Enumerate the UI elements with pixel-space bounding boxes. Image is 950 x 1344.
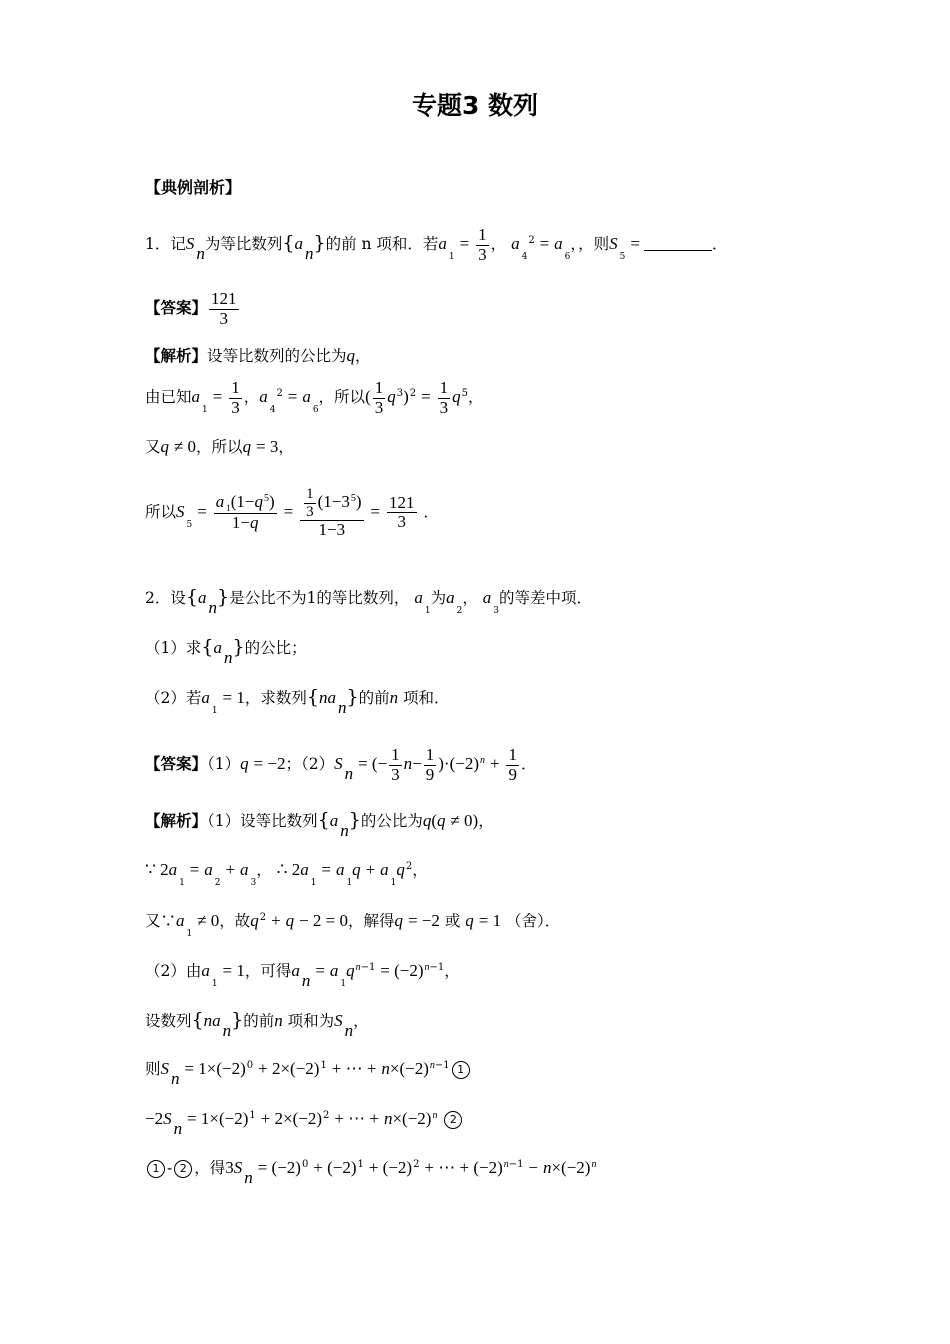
analysis-2-line-4: （2）由$a_1 = 1$，可得$a_n = a_1q^{n-1} = (-2)^{n-1}$，	[145, 961, 460, 990]
analysis-2-line-3: 又$\because a_1 \ne 0$，故$q^2 + q - 2 = 0$，解得q = −2 或 q = 1 （舍）．	[145, 911, 561, 939]
analysis-2-line-7: $-2S_n = 1\times(-2)^1 + 2\times(-2)^2$ + ⋯ + $n\times(-2)^n$ 2	[145, 1110, 464, 1137]
circled-two: 2	[174, 1160, 192, 1178]
page-title: 专题3 数列	[411, 91, 539, 120]
analysis-2-line-8: 1 - 2 ，得$3S_n = (-2)^0 + (-2)^1 + (-2)^2$ + ⋯ + $(-2)^{n-1} - n\times(-2)^n$	[145, 1159, 596, 1186]
problem-2: 2．设$\{a_n\}$是公比不为1的等比数列， $a_1$为$a_2$， $a_3$的等差中项．	[145, 586, 593, 617]
analysis-2-line-1: 【解析】（1）设等比数列$\{a_n\}$的公比为q(q ≠ 0)，	[145, 809, 494, 840]
problem-2-part-2: （2）若$a_1 = 1$，求数列$\{na_n\}$的前n 项和．	[145, 686, 450, 717]
analysis-2-line-2: ∵ $2a_1 = a_2 + a_3$， ∴ $2a_1 = a_1q + a_1q^2$，	[145, 860, 428, 888]
problem-1: 1．记$S_n$为等比数列$\{a_n\}$的前 n 项和．若$a_1$ = $\frac{1}{3}$ ， $a_4^2 = a_6$，，则$S_5$ = ．	[145, 225, 728, 264]
circled-one: 1	[147, 1160, 165, 1178]
problem-2-part-1: （1）求$\{a_n\}$的公比；	[145, 636, 307, 667]
answer-2: 【答案】（1）q = −2；$(2)S_n$ = (− $\frac{1}{3}$ n− $\frac{1}{9}$ )$\cdot(-2)^n$ + $\frac{1}{9}$ ．	[145, 745, 537, 784]
circled-one: 1	[452, 1061, 470, 1079]
analysis-1-line-1: 【解析】设等比数列的公比为q，	[145, 346, 371, 365]
section-heading: 【典例剖析】	[145, 178, 242, 197]
circled-two: 2	[444, 1111, 462, 1129]
answer-1: 【答案】 $\frac{121}{3}$	[145, 289, 237, 328]
analysis-1-line-3: 又q ≠ 0，所以q = 3，	[145, 437, 294, 456]
analysis-1-line-4: 所以$S_5$ = $\frac{a _1(1-q^5)}{1-q}$ = $\frac{1}{3}$ $(1-3^5)$ 1−3 = $\frac{121}{3}$ ．	[145, 486, 439, 539]
analysis-1-line-2: 由已知$a_1$ = $\frac{1}{3}$ ，$a_4^2 = a_6$，所以( $\frac{1}{3}$ $q^3)^2$ = $\frac{1}{3}$ $q^5$，	[145, 378, 484, 417]
analysis-2-line-6: 则$S_n = 1\times(-2)^0 + 2\times(-2)^1$ + ⋯ + $n\times(-2)^{n-1}$ 1	[145, 1060, 472, 1087]
analysis-2-line-5: 设数列$\{na_n\}$的前n 项和为$S_n$，	[145, 1009, 369, 1040]
answer-blank[interactable]	[644, 250, 712, 251]
